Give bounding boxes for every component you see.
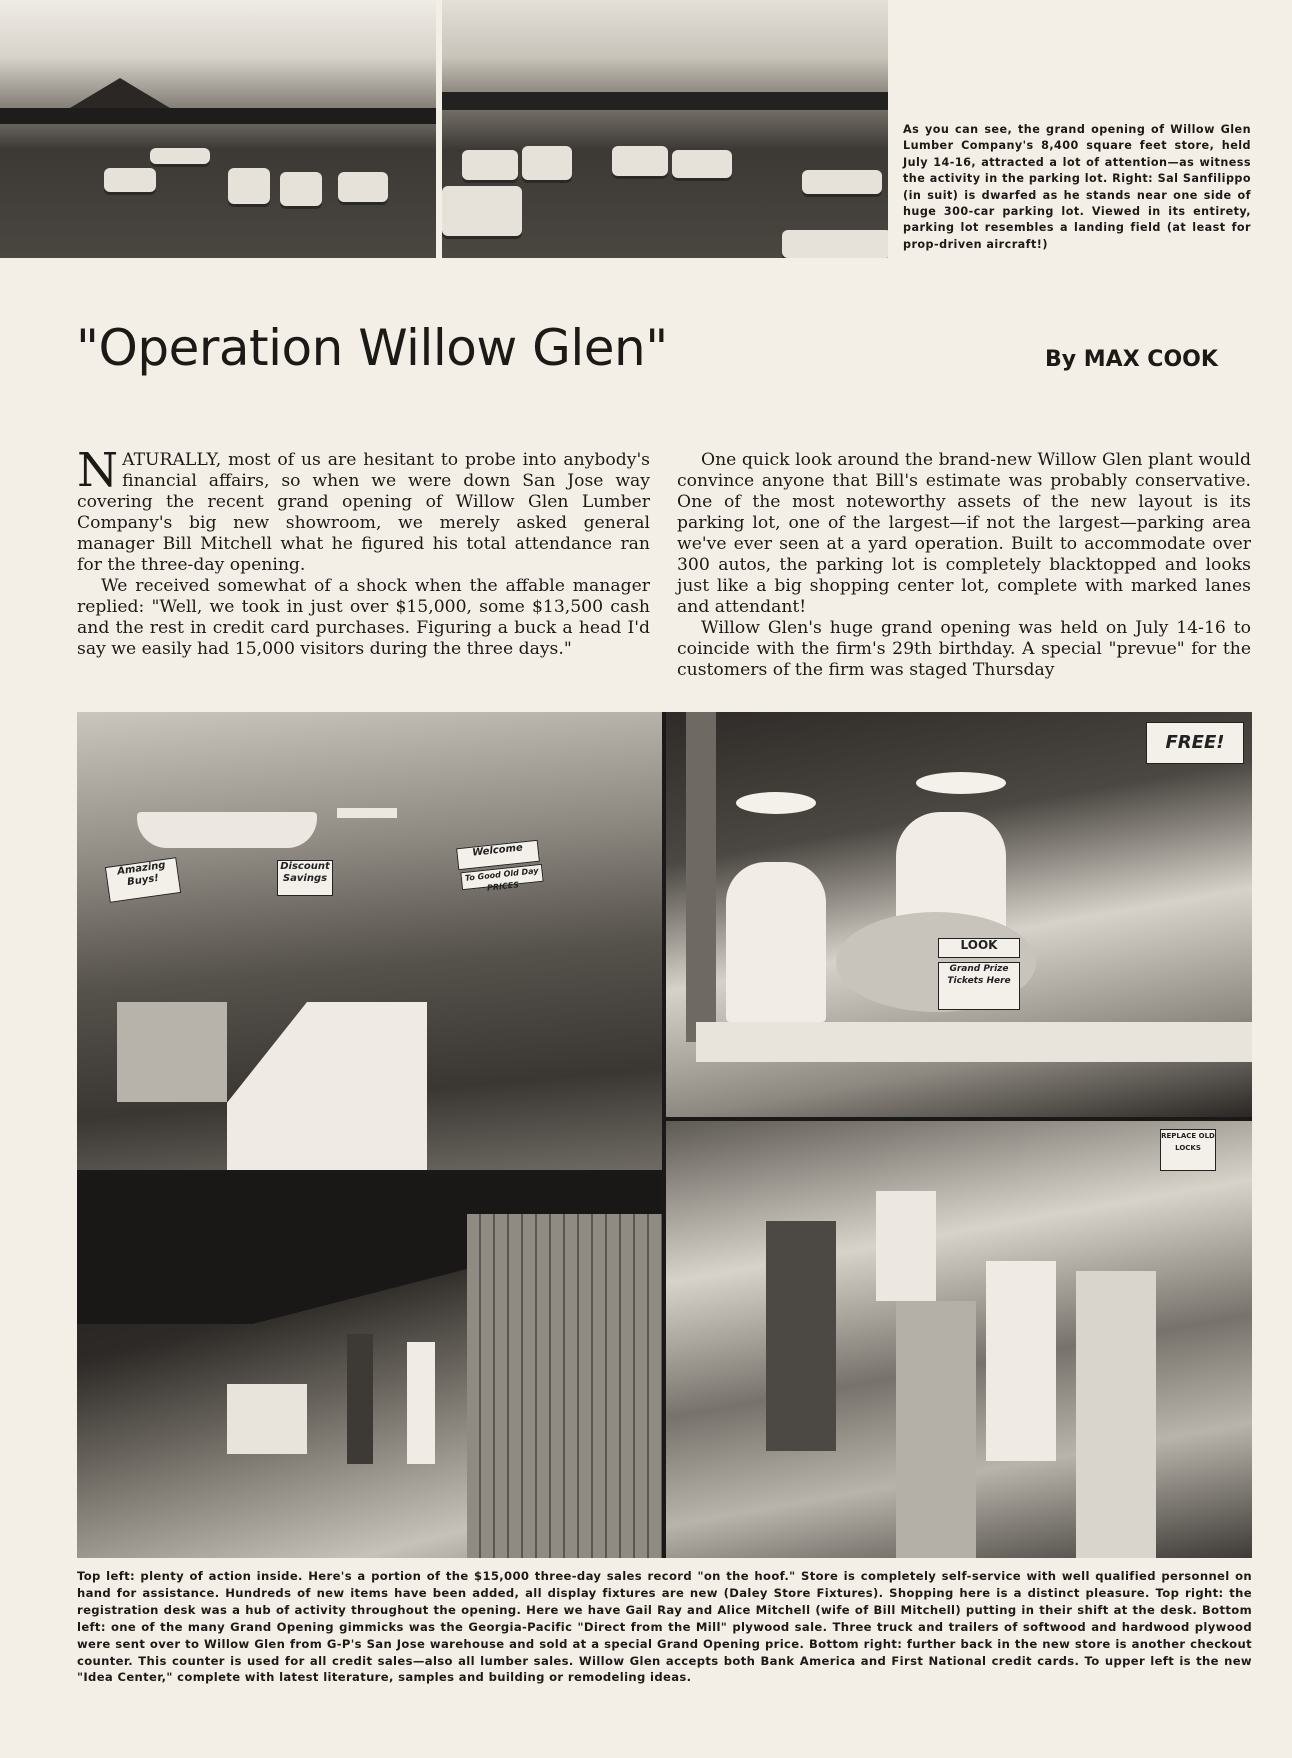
display-counter <box>227 1002 427 1170</box>
photo-grid <box>77 712 1252 1558</box>
article-paragraph: One quick look around the brand-new Willow Glen plant would convince anyone that Bill's estimate was probably conservative. One of the most noteworthy assets of the new layout is its parking lot, one of the largest—if not the largest—parking area we've ever seen at a yard operation. Built to accommodate over 300 autos, the parking lot is completely blacktopped and looks just like a big shopping center lot, complete with marked lanes and attendant! <box>677 450 1251 617</box>
parked-car <box>672 150 732 178</box>
prize-tickets-sign: Grand Prize Tickets Here <box>938 962 1020 1010</box>
store-building <box>0 108 436 124</box>
photo-grid-caption: Top left: plenty of action inside. Here's a portion of the $15,000 three-day sales record "on the hoof." Store is completely self-service with well qualified personnel on hand for assistance. Hundreds of new items have been added, all display fixtures are new (Daley Store Fixtures). Shopping here is a distinct pleasure. Top right: the registration desk was a hub of activity throughout the opening. Here we have Gail Ray and Alice Mitchell (wife of Bill Mitchell) putting in their shift at the desk. Bottom left: one of the many Grand Opening gimmicks was the Georgia-Pacific "Direct from the Mill" plywood sale. Three truck and trailers of softwood and hardwood plywood were sent over to Willow Glen from G-P's San Jose warehouse and sold at a special Grand Opening price. Bottom right: further back in the new store is another checkout counter. This counter is used for all credit sales—also all lumber sales. Willow Glen accepts both Bank America and First National credit cards. To upper left is the new "Idea Center," complete with latest literature, samples and building or remodeling ideas. <box>77 1569 1252 1685</box>
idea-center-display <box>876 1191 936 1301</box>
store-interior-photo <box>77 712 662 1170</box>
parked-car <box>462 150 518 180</box>
replace-locks-sign: REPLACE OLD LOCKS <box>1160 1129 1216 1171</box>
welcome-sign: Welcome <box>456 840 540 870</box>
drop-cap: N <box>77 443 119 498</box>
customer <box>1076 1271 1156 1558</box>
byline: By MAX COOK <box>1045 347 1218 372</box>
parking-lot-photo-left <box>0 0 436 258</box>
customer <box>766 1221 836 1451</box>
discount-sign: Discount Savings <box>277 860 333 896</box>
parked-car <box>338 172 388 202</box>
store-building <box>442 92 888 110</box>
parked-car <box>782 230 888 258</box>
ceiling-lamp <box>337 808 397 818</box>
ceiling-lamp <box>137 812 317 848</box>
parked-car <box>150 148 210 164</box>
plywood-stack <box>467 1214 662 1558</box>
article-paragraph <box>77 443 650 576</box>
parked-car <box>228 168 270 204</box>
customer <box>986 1261 1056 1461</box>
parked-car <box>280 172 322 206</box>
paint-can-display <box>117 1002 227 1102</box>
article-paragraph: We received somewhat of a shock when the affable manager replied: "Well, we took in just over $15,000, some $13,500 cash and the rest in credit card purchases. Figuring a buck a head I'd say we easily had 15,000 visitors during the three days." <box>77 576 650 659</box>
registration-counter <box>696 1022 1252 1062</box>
woman-in-white <box>726 862 826 1022</box>
wooden-post <box>686 712 716 1042</box>
free-sign: FREE! <box>1146 722 1244 764</box>
registration-desk-photo <box>666 712 1252 1117</box>
customer-plaid-shirt <box>896 1301 976 1558</box>
welcome-sign-subtitle: To Good Old Day PRICES <box>460 864 543 890</box>
checkout-counter-photo <box>666 1121 1252 1558</box>
parking-lot-photo-right <box>442 0 888 258</box>
article-column-right <box>677 450 1251 681</box>
amazing-buys-sign: Amazing Buys! <box>105 857 181 903</box>
store-roof <box>70 78 170 108</box>
parked-car <box>442 186 522 236</box>
article-headline: "Operation Willow Glen" <box>76 319 668 377</box>
article-paragraph: Willow Glen's huge grand opening was held on July 14-16 to coincide with the firm's 29th birthday. A special "prevue" for the customers of the firm was staged Thursday <box>677 618 1251 680</box>
man-in-suit <box>347 1334 373 1464</box>
article-column-left <box>77 443 650 660</box>
man-in-white <box>407 1342 435 1464</box>
sun-hat <box>736 792 816 814</box>
sale-display <box>227 1384 307 1454</box>
top-photo-caption: As you can see, the grand opening of Willow Glen Lumber Company's 8,400 square feet store, held July 14-16, attracted a lot of attention—as witness the activity in the parking lot. Right: Sal Sanfilippo (in suit) is dwarfed as he stands near one side of huge 300-car parking lot. Viewed in its entirety, parking lot resembles a landing field (at least for prop-driven aircraft!) <box>903 123 1251 251</box>
parked-car <box>104 168 156 192</box>
plywood-sale-photo <box>77 1174 662 1558</box>
parked-car <box>612 146 668 176</box>
look-sign: LOOK <box>938 938 1020 958</box>
article-paragraph-text: ATURALLY, most of us are hesitant to probe into anybody's financial affairs, so when we were down San Jose way covering the recent grand opening of Willow Glen Lumber Company's big new showroom, we merely asked general manager Bill Mitchell what he figured his total attendance ran for the three-day opening. <box>77 450 650 575</box>
parked-car <box>522 146 572 180</box>
sun-hat <box>916 772 1006 794</box>
parked-car <box>802 170 882 194</box>
